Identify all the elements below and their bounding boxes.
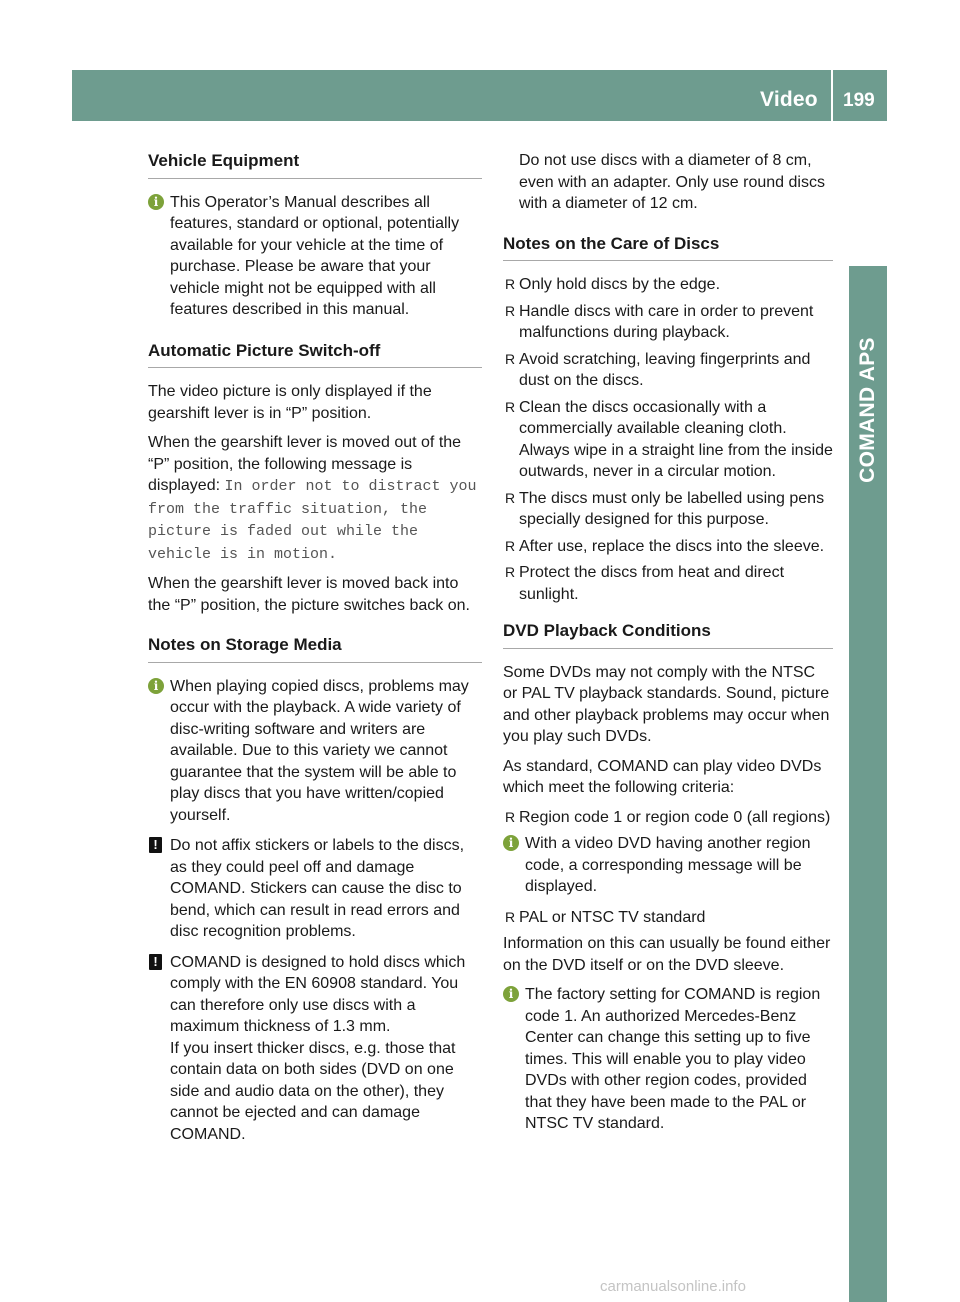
info-note bbox=[148, 192, 482, 321]
paragraph: As standard, COMAND can play video DVDs which meet the following criteria: bbox=[503, 757, 822, 796]
paragraph: The video picture is only displayed if the gearshift lever is in “P” position. bbox=[148, 383, 432, 422]
list-item: R PAL or NTSC TV standard bbox=[503, 907, 833, 929]
note-text: COMAND is designed to hold discs which comply with the EN 60908 standard. You can therefore only use discs with a maximum thickness of 1.3 mm. bbox=[170, 953, 466, 1035]
info-icon: i bbox=[503, 986, 519, 1002]
warning-note bbox=[148, 952, 482, 1146]
list-item: R Handle discs with care in order to prevent malfunctions during playback. bbox=[503, 301, 833, 344]
list-item: R After use, replace the discs into the sleeve. bbox=[503, 536, 833, 558]
paragraph: Information on this can usually be found either on the DVD itself or on the DVD sleeve. bbox=[503, 935, 831, 974]
display-message: In order not to distract you from the traffic situation, the picture is faded out while the vehicle is in motion. bbox=[148, 478, 477, 563]
note-text: If you insert thicker discs, e.g. those that contain data on both sides (DVD on one side and audio data on the other), they cannot be ejected and can damage COMAND. bbox=[170, 1039, 456, 1143]
heading-dvd-playback: DVD Playback Conditions bbox=[503, 620, 833, 649]
list-item: R Clean the discs occasionally with a commercially available cleaning cloth. Always wipe in a straight line from the inside outwards, never in a circular motion. bbox=[503, 397, 833, 483]
heading-care-of-discs: Notes on the Care of Discs bbox=[503, 233, 833, 262]
section-title: Video bbox=[760, 88, 818, 111]
info-note bbox=[503, 984, 833, 1135]
list-item: R Region code 1 or region code 0 (all regions) bbox=[503, 807, 833, 829]
note-text: Do not affix stickers or labels to the discs, as they could peel off and damage COMAND. Stickers can cause the disc to bend, which can result in read errors and disc recognition problems. bbox=[170, 837, 465, 940]
header-divider bbox=[831, 70, 833, 121]
info-note bbox=[148, 676, 482, 827]
note-text: With a video DVD having another region code, a corresponding message will be displayed. bbox=[525, 835, 811, 895]
paragraph-text: When the gearshift lever is moved out of the “P” position, the following message is displayed: bbox=[148, 434, 462, 494]
note-text: This Operator’s Manual describes all features, standard or optional, potentially available for your vehicle at the time of purchase. Please be aware that your vehicle might not be equipped with all features described in this manual. bbox=[170, 193, 460, 318]
care-list bbox=[503, 274, 833, 605]
chapter-label: COMAND APS bbox=[856, 337, 879, 483]
heading-storage-media: Notes on Storage Media bbox=[148, 634, 482, 663]
info-note bbox=[503, 833, 833, 898]
list-item: R Only hold discs by the edge. bbox=[503, 274, 833, 296]
paragraph: When the gearshift lever is moved back into the “P” position, the picture switches back on. bbox=[148, 575, 470, 614]
page-number: 199 bbox=[843, 90, 875, 111]
info-icon: i bbox=[148, 194, 164, 210]
left-column bbox=[148, 150, 482, 1154]
heading-vehicle-equipment: Vehicle Equipment bbox=[148, 150, 482, 179]
info-icon: i bbox=[148, 678, 164, 694]
list-item: R Protect the discs from heat and direct sunlight. bbox=[503, 562, 833, 605]
paragraph bbox=[148, 432, 482, 565]
heading-picture-switch-off: Automatic Picture Switch-off bbox=[148, 340, 482, 369]
right-column bbox=[503, 150, 833, 1144]
watermark: carmanualsonline.info bbox=[600, 1278, 746, 1295]
paragraph: Some DVDs may not comply with the NTSC or PAL TV playback standards. Sound, picture and other playback problems may occur when you play such DVDs. bbox=[503, 663, 830, 745]
warning-note bbox=[148, 835, 482, 943]
info-icon: i bbox=[503, 835, 519, 851]
warning-icon: ! bbox=[149, 837, 162, 853]
list-item: R The discs must only be labelled using pens specially designed for this purpose. bbox=[503, 488, 833, 531]
list-item: R Avoid scratching, leaving fingerprints and dust on the discs. bbox=[503, 349, 833, 392]
note-text: The factory setting for COMAND is region code 1. An authorized Mercedes-Benz Center can change this setting up to five times. This will enable you to play video DVDs with other region codes, provided that they have been made to the PAL or NTSC TV standard. bbox=[525, 986, 821, 1132]
warning-icon: ! bbox=[149, 954, 162, 970]
note-text: When playing copied discs, problems may occur with the playback. A wide variety of disc-writing software and writers are available. Due to this variety we cannot guarantee that the system will be able to play discs that you have written/copied yourself. bbox=[170, 677, 469, 824]
paragraph: Do not use discs with a diameter of 8 cm, even with an adapter. Only use round discs with a diameter of 12 cm. bbox=[519, 152, 825, 212]
